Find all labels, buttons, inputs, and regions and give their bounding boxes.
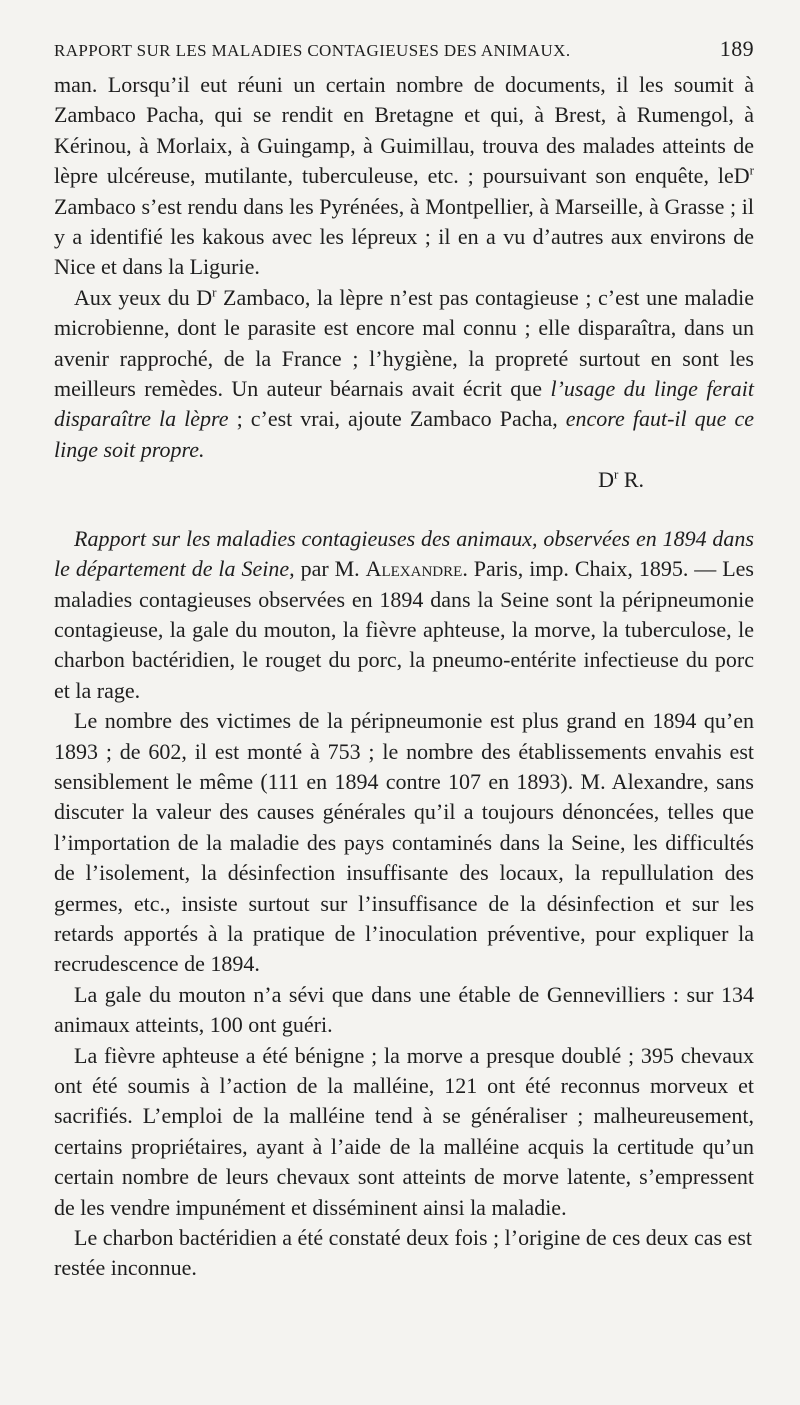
running-header (54, 36, 754, 62)
review-1-p1-dr: D (733, 163, 750, 189)
review-2-paragraph-5: Le charbon bactéridien a été constaté deux fois ; l’origine de ces deux cas est restée inconnue. (54, 1225, 753, 1281)
review-1-p2-quote-2: encore faut-il que ce linge soit propre. (54, 406, 754, 462)
review-2-p1-rest: — Les maladies contagieuses observées en 1894 dans la Seine sont la péripneumonie contagieuse, la gale du mouton, la fièvre aphteuse, la morve, la tuberculose, le charbon bactéridien, le rouget du porc, la pneumo-entérite infectieuse du porc et la rage. (54, 556, 754, 703)
review-2-paragraph-3: La gale du mouton n’a sévi que dans une étable de Gennevilliers : sur 134 animaux atteints, 100 ont guéri. (54, 981, 754, 1038)
section-gap (54, 496, 754, 524)
review-1-paragraph-1 (54, 70, 754, 283)
review-1-p2-mid: Zambaco, la lèpre n’est pas contagieuse ; c’est une maladie microbienne, dont le parasite est encore mal connu ; elle disparaîtra, dans un avenir rapproché, de la France ; l’hygiène, la propreté surtout en sont les meilleurs remèdes. Un auteur béarnais avait écrit que (54, 284, 754, 402)
review-2-publication: . Paris, imp. Chaix, 1895. (462, 556, 689, 582)
review-1-p2-after-quote: ; c’est vrai, ajoute Zambaco Pacha, (228, 406, 566, 432)
review-2-paragraph-2: Le nombre des victimes de la péripneumonie est plus grand en 1894 qu’en 1893 ; de 602, il est monté à 753 ; le nombre des établissements envahis est sensiblement le même (111 en 1894 contre 107 en 1893). M. Alexandre, sans discuter la valeur des causes générales qu’il a toujours dénoncées, telles que l’importation de la maladie des pays contaminés dans la Seine, les difficultés de l’isolement, la désinfection insuffisante des locaux, la repullulation des germes, etc., insiste surtout sur l’insuffisance de la désinfection et sur les retards apportés à la pratique de l’inoculation préventive, pour expliquer la recrudescence de 1894. (54, 708, 754, 977)
review-1-signature (598, 465, 644, 495)
review-1-p1-text: man. Lorsqu’il eut réuni un certain nombre de documents, il les soumit à Zambaco Pacha, qui se rendit en Bretagne et qui, à Brest, à Rumengol, à Kérinou, à Morlaix, à Guingamp, à Guimillau, trouva des malades atteints de lèpre ulcéreuse, mutilante, tuberculeuse, etc. ; poursuivant son enquête, le (54, 72, 754, 189)
review-1-p2-dr: D (196, 284, 213, 310)
review-1-p2-dr-sup: r (212, 284, 217, 300)
review-1-p2-start: Aux yeux du (74, 284, 197, 310)
running-title: RAPPORT SUR LES MALADIES CONTAGIEUSES DES ANIMAUX. (54, 41, 571, 60)
review-2-by: par M. (294, 556, 366, 582)
review-1-p2-quote: l’usage du linge ferait disparaître la lèpre (54, 376, 754, 432)
signature-name: R. (618, 467, 644, 493)
review-1-p1-dr-sup: r (749, 162, 754, 178)
review-1-p1-rest: Zambaco s’est rendu dans les Pyrénées, à Montpellier, à Marseille, à Grasse ; il y a identifié les kakous avec les lépreux ; il en a vu d’autres aux environs de Nice et dans la Ligurie. (54, 193, 754, 280)
review-2-title: Rapport sur les maladies contagieuses des animaux, observées en 1894 dans le département de la Seine, (54, 525, 754, 582)
signature-sup: r (613, 466, 619, 482)
review-2-paragraph-4: La fièvre aphteuse a été bénigne ; la morve a presque doublé ; 395 chevaux ont été soumis à l’action de la malléine, 121 ont été reconnus morveux et sacrifiés. L’emploi de la malléine tend à se généraliser ; malheureusement, certains propriétaires, ayant à l’aide de la malléine acquis la certitude qu’un certain nombre de leurs chevaux sont atteints de morve latente, s’empressent de les vendre impunément et disséminent ainsi la maladie. (54, 1042, 754, 1220)
review-2-author: Alexandre (365, 556, 463, 582)
review-1-paragraph-2 (54, 283, 754, 465)
page-number: 189 (719, 36, 754, 61)
review-2-paragraph-1 (54, 524, 754, 706)
signature-prefix: D (598, 467, 614, 493)
review-1-signature-line (54, 465, 754, 495)
